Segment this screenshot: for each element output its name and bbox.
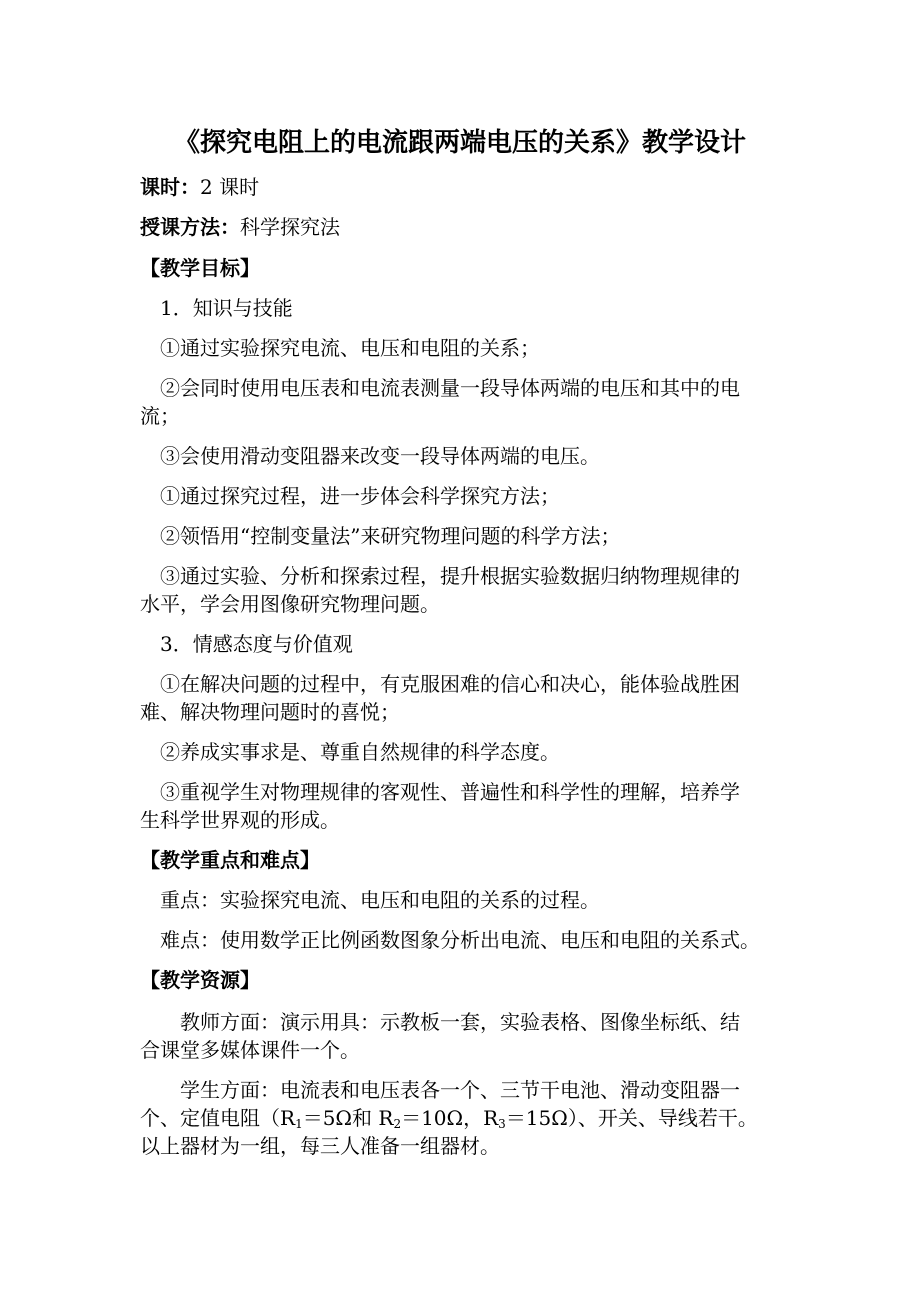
goals-heading: 【教学目标】 — [140, 256, 260, 280]
knowledge-heading: 1．知识与技能 — [160, 296, 293, 320]
teacher-resources-line2: 合课堂多媒体课件一个。 — [140, 1038, 360, 1062]
process-item-3-line1: ③通过实验、分析和探索过程，提升根据实验数据归纳物理规律的 — [160, 564, 740, 588]
resources-heading: 【教学资源】 — [140, 968, 260, 992]
keypoints-heading: 【教学重点和难点】 — [140, 848, 320, 872]
emotion-item-3-line1: ③重视学生对物理规律的客观性、普遍性和科学性的理解，培养学 — [160, 780, 740, 804]
class-period-label: 课时： — [140, 175, 200, 199]
document-title: 《探究电阻上的电流跟两端电压的关系》教学设计 — [173, 128, 746, 158]
knowledge-item-2-line2: 流； — [140, 404, 180, 428]
emotion-item-3-line2: 生科学世界观的形成。 — [140, 808, 340, 832]
knowledge-item-3: ③会使用滑动变阻器来改变一段导体两端的电压。 — [160, 444, 600, 468]
process-item-3-line2: 水平，学会用图像研究物理问题。 — [140, 592, 440, 616]
student-resources-line1: 学生方面：电流表和电压表各一个、三节干电池、滑动变阻器一 — [180, 1078, 740, 1102]
process-item-2: ②领悟用“控制变量法”来研究物理问题的科学方法； — [160, 524, 621, 548]
teaching-method-line — [140, 216, 340, 238]
knowledge-item-1: ①通过实验探究电流、电压和电阻的关系； — [160, 336, 540, 360]
student-resources-line3: 以上器材为一组，每三人准备一组器材。 — [140, 1134, 500, 1158]
student-resources-text-a: 个、定值电阻（R — [140, 1106, 296, 1130]
teaching-method-label: 授课方法： — [140, 215, 240, 239]
teaching-method-value: 科学探究法 — [240, 215, 340, 239]
resistor-2-subscript: 2 — [393, 1117, 402, 1131]
process-item-1: ①通过探究过程，进一步体会科学探究方法； — [160, 484, 560, 508]
emotion-item-1-line1: ①在解决问题的过程中，有克服困难的信心和决心，能体验战胜困 — [160, 672, 740, 696]
resistor-1-subscript: 1 — [295, 1117, 303, 1131]
class-period-value: 2 课时 — [200, 175, 260, 199]
class-period-line — [140, 176, 259, 198]
student-resources-text-c: ＝10Ω，R — [401, 1106, 499, 1130]
knowledge-item-2-line1: ②会同时使用电压表和电流表测量一段导体两端的电压和其中的电 — [160, 376, 740, 400]
keypoint-difficulty: 难点：使用数学正比例函数图象分析出电流、电压和电阻的关系式。 — [160, 928, 760, 952]
keypoint-focus: 重点：实验探究电流、电压和电阻的关系的过程。 — [160, 888, 600, 912]
emotion-item-1-line2: 难、解决物理问题时的喜悦； — [140, 700, 400, 724]
student-resources-text-d: ＝15Ω）、开关、导线若干。 — [505, 1106, 758, 1130]
student-resources-line2 — [140, 1107, 758, 1135]
resistor-3-subscript: 3 — [498, 1117, 506, 1131]
teacher-resources-line1: 教师方面：演示用具：示教板一套，实验表格、图像坐标纸、结 — [180, 1010, 740, 1034]
student-resources-text-b: ＝5Ω和 R — [302, 1106, 394, 1130]
emotion-item-2: ②养成实事求是、尊重自然规律的科学态度。 — [160, 740, 560, 764]
emotion-heading: 3．情感态度与价值观 — [160, 632, 353, 656]
